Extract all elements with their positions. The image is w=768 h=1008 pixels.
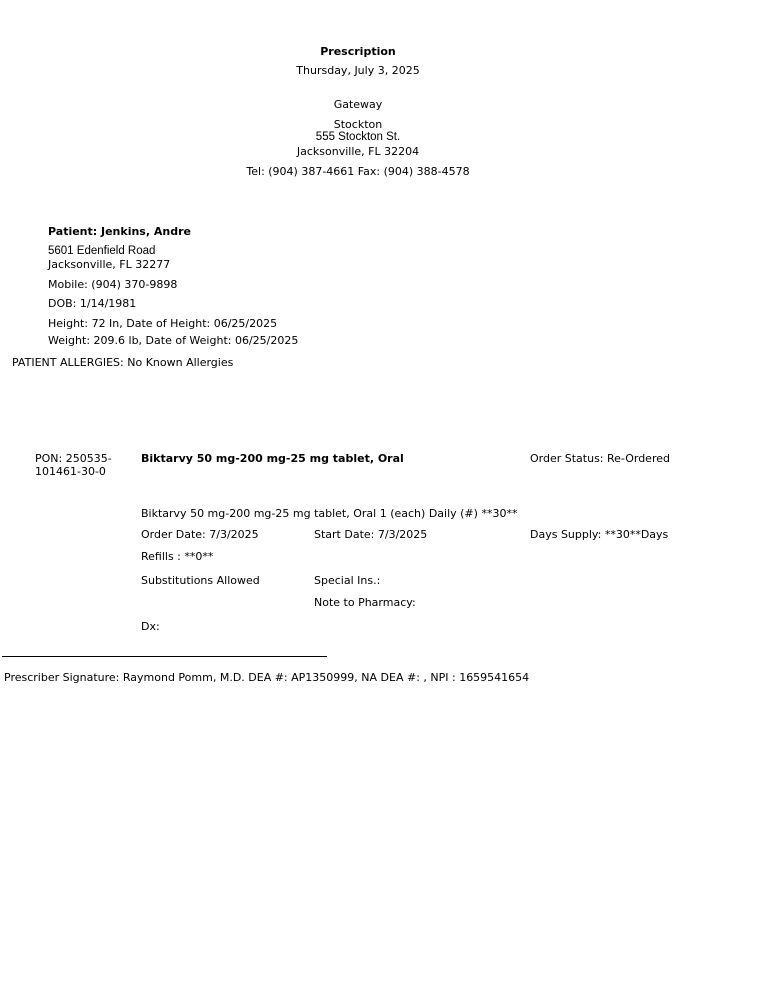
pharmacy-name: Gateway bbox=[333, 98, 383, 111]
pharmacy-phone-fax: Tel: (904) 387-4661 Fax: (904) 388-4578 bbox=[246, 165, 470, 178]
prescriber-signature: Prescriber Signature: Raymond Pomm, M.D. DEA #: AP1350999, NA DEA #: , NPI : 1659541654 bbox=[4, 671, 530, 684]
patient-height: Height: 72 In, Date of Height: 06/25/2025 bbox=[48, 317, 278, 330]
pharmacy-city-state-zip: Jacksonville, FL 32204 bbox=[296, 145, 420, 158]
patient-dob: DOB: 1/14/1981 bbox=[48, 297, 137, 310]
pharmacy-location: Stockton bbox=[333, 118, 383, 131]
order-start-date: Start Date: 7/3/2025 bbox=[314, 528, 428, 541]
patient-address-line1: 5601 Edenfield Road bbox=[48, 245, 156, 257]
patient-name: Patient: Jenkins, Andre bbox=[48, 225, 191, 238]
pharmacy-street: 555 Stockton St. bbox=[315, 131, 401, 143]
order-special-instructions: Special Ins.: bbox=[314, 574, 381, 587]
patient-allergies: PATIENT ALLERGIES: No Known Allergies bbox=[12, 356, 234, 369]
order-date: Order Date: 7/3/2025 bbox=[141, 528, 259, 541]
order-substitutions: Substitutions Allowed bbox=[141, 574, 260, 587]
order-refills: Refills : **0** bbox=[141, 550, 214, 563]
document-date: Thursday, July 3, 2025 bbox=[296, 64, 420, 77]
order-pon-line1: PON: 250535- bbox=[35, 452, 112, 465]
order-note-to-pharmacy: Note to Pharmacy: bbox=[314, 596, 416, 609]
patient-mobile: Mobile: (904) 370-9898 bbox=[48, 278, 178, 291]
patient-address-line2: Jacksonville, FL 32277 bbox=[48, 258, 171, 271]
order-status: Order Status: Re-Ordered bbox=[530, 452, 670, 465]
order-sig: Biktarvy 50 mg-200 mg-25 mg tablet, Oral 1 (each) Daily (#) **30** bbox=[141, 507, 518, 520]
order-pon-line2: 101461-30-0 bbox=[35, 465, 106, 478]
order-dx: Dx: bbox=[141, 620, 160, 633]
order-drug-title: Biktarvy 50 mg-200 mg-25 mg tablet, Oral bbox=[141, 452, 404, 465]
order-days-supply: Days Supply: **30**Days bbox=[530, 528, 669, 541]
document-title: Prescription bbox=[320, 45, 396, 58]
signature-rule bbox=[2, 656, 327, 657]
patient-weight: Weight: 209.6 lb, Date of Weight: 06/25/2025 bbox=[48, 334, 299, 347]
